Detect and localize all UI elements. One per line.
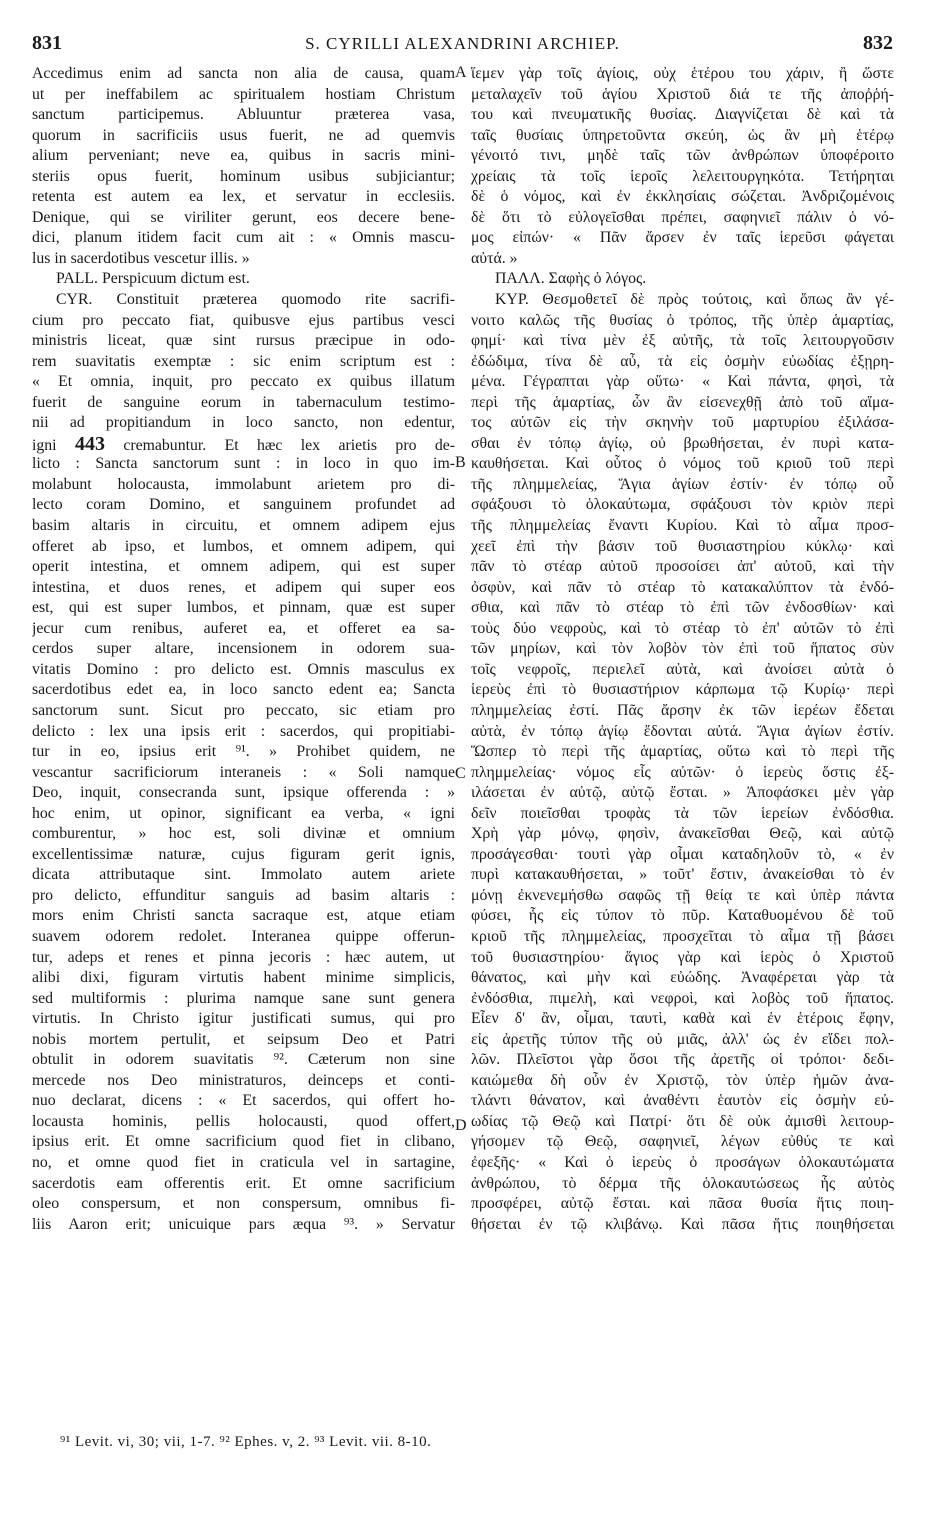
text-line: γένοιτό τινι, μηδὲ ταῖς τῶν ἀνθρώπων ὑποφέροιτο	[471, 147, 894, 165]
text-line: mercede nos Deo ministraturos, deinceps et conti-	[32, 1071, 455, 1089]
text-line: cerdos super altare, incensionem in odorem sua-	[32, 640, 455, 658]
page-header	[0, 30, 925, 60]
text-line: excellentissimæ naturæ, cujus figuram gerit ignis,	[32, 845, 455, 863]
text-line: μος εἰπών· « Πᾶν ἄρσεν ἐν ταῖς ἱερεῦσι φάγεται	[471, 229, 894, 247]
text-line: σφάξουσι τὸ ὁλοκαύτωμα, σφάξουσι τὸν κριὸν περὶ	[471, 496, 894, 514]
text-line: δὲ ὅτι τὸ εὐλογεῖσθαι πρέπει, σαφηνιεῖ πάλιν ὁ νό-	[471, 208, 894, 226]
text-line: εἰς ἀρετῆς τύπον τῆς οὐ μιᾶς, ἀλλ' ὡς ἐν εἴδει πολ-	[471, 1030, 894, 1048]
text-line: σθαι ἐν τόπῳ ἁγίῳ, οὐ βρωθήσεται, ἐν πυρὶ κατα-	[471, 434, 894, 452]
text-line: locausta hominis, pellis holocausti, quod offert,	[32, 1112, 455, 1130]
text-line: dici, planum itidem facit cum ait : « Omnis mascu-	[32, 229, 455, 247]
text-line: τοῖς νεφροῖς, περιελεῖ αὐτὰ, καὶ ἀνοίσει αὐτὰ ὁ	[471, 660, 894, 678]
text-line: ἐφεξῆς· « Καὶ ὁ ἱερεὺς ὁ προσάγων ὁλοκαυτώματα	[471, 1153, 894, 1171]
text-line: suavem odorem redolet. Interanea quippe offerun-	[32, 927, 455, 945]
text-line: mors enim Christi sancta sacraque est, atque etiam	[32, 907, 455, 925]
text-line: no, et omne quod fiet in craticula vel in sartagine,	[32, 1153, 455, 1171]
text-line: CYR. Constituit præterea quomodo rite sacrifi-	[56, 291, 455, 309]
text-line: offeret ab ipso, et lumbos, et omnem adipem, qui	[32, 537, 455, 555]
margin-letter-c: C	[455, 765, 466, 782]
text-line: νοιτο καλῶς τῆς θυσίας ὁ τρόπος, τῆς ὑπὲρ ἁμαρτίας,	[471, 311, 894, 329]
text-line: licto : Sancta sanctorum sunt : in loco in quo im-	[32, 455, 455, 473]
text-line: ministris liceat, quæ sint rursus præcipue in odo-	[32, 332, 455, 350]
text-line: ωδίας τῷ Θεῷ καὶ Πατρί· ὅτι δὲ οὐκ ἀμισθὶ λειτουρ-	[471, 1112, 894, 1130]
text-line: Ὥσπερ τὸ περὶ τῆς ἁμαρτίας, οὕτω καὶ τὸ περὶ τῆς	[471, 743, 894, 761]
text-line: nuo declarat, dicens : « Et sacerdos, qui offert ho-	[32, 1092, 455, 1110]
text-line: πᾶν τὸ στέαρ αὐτοῦ προσοίσει ἀπ' αὐτοῦ, καὶ τὴν	[471, 558, 894, 576]
text-line: του καὶ πνευματικῆς θυσίας. Διαγνίζεται δὲ καὶ τὰ	[471, 106, 894, 124]
text-line: ΠΑΛΛ. Σαφὴς ὁ λόγος.	[495, 270, 647, 288]
text-line: sacerdotibus edet ea, in loco sancto edent ea; Sancta	[32, 681, 455, 699]
text-line: ἀνθρώπου, τὸ δέρμα τῆς ὁλοκαυτώσεως ἧς αὐτὸς	[471, 1174, 894, 1192]
text-line: molabunt holocausta, immolabunt arietem pro di-	[32, 475, 455, 493]
text-line: πυρὶ κατακαυθήσεται, » τοῦτ' ἔστιν, ἀνακείσθαι τὸ ἐν	[471, 866, 894, 884]
text-line: τῆς πλημμελείας ἔναντι Κυρίου. Καὶ τὸ αἷμα προσ-	[471, 517, 894, 535]
text-line: τῶν μηρίων, καὶ τὸν λοβὸν τὸν ἐπὶ τοῦ ἥπατος σὺν	[471, 640, 894, 658]
text-line: χεεῖ ἐπὶ τὴν βάσιν τοῦ θυσιαστηρίου κύκλῳ· καὶ	[471, 537, 894, 555]
margin-letter-d: D	[455, 1117, 467, 1134]
text-line: retenta est autem ea lex, et servatur in ecclesiis.	[32, 188, 455, 206]
text-line: θάνατος, καὶ μὴν καὶ εὐώδης. Ἀναφέρεται γὰρ τὰ	[471, 969, 894, 987]
text-line: sanctorum sunt. Sicut pro peccato, sic etiam pro	[32, 701, 455, 719]
page-number-left: 831	[32, 32, 62, 54]
text-line: vitatis Domino : pro delicto est. Omnis masculus ex	[32, 660, 455, 678]
text-line: delicto : lex una ipsis erit : sacerdos, qui propitiabi-	[32, 722, 455, 740]
greek-column	[471, 64, 894, 1235]
text-line: δὲ ὁ νόμος, καὶ ἐν ἐκκλησίαις σώζεται. Ἀνδριζομένοις	[471, 188, 894, 206]
text-line: μεταλαχεῖν τοῦ ἁγίου Χριστοῦ διά τε τῆς ἀποῤῥή-	[471, 85, 894, 103]
text-line: nobis mortem pertulit, et seipsum Deo et Patri	[32, 1030, 455, 1048]
text-line: dicata attributaque sint. Immolato autem ariete	[32, 866, 455, 884]
text-line: μόνῃ ἐκνενεμήσθω σαφῶς τῇ θείᾳ τε καὶ ὑπὲρ πάντα	[471, 886, 894, 904]
text-line: καιώμεθα δὴ οὖν ἐν Χριστῷ, τὸν ὑπὲρ ἡμῶν ἀνα-	[471, 1071, 894, 1089]
text-line: sanctum participemus. Abluuntur præterea vasa,	[32, 106, 455, 124]
text-line: ἵεμεν γὰρ τοῖς ἁγίοις, οὐχ ἑτέρου του χάριν, ἢ ὥστε	[471, 65, 894, 82]
text-line: virtutis. In Christo igitur justificati sumus, qui pro	[32, 1010, 455, 1028]
text-line: μένα. Γέγραπται γὰρ οὕτω· « Καὶ πάντα, φησὶ, τὰ	[471, 373, 894, 391]
text-line: τοὺς δύο νεφροὺς, καὶ τὸ στέαρ τὸ ἐπ' αὐτῶν τὸ ἐπὶ	[471, 619, 894, 637]
text-line: πλημμελείας ἐστί. Πᾶς ἄρσην ἐκ τῶν ἱερέων ἔδεται	[471, 701, 894, 719]
text-line: comburentur, » hoc est, soli divinæ et omnium	[32, 825, 455, 843]
text-line: πλημμελείας· νόμος εἷς αὐτῶν· ὁ ἱερεὺς ὅστις ἐξ-	[471, 763, 894, 781]
text-line: alibi dixi, figuram virtutis habent minime simplicis,	[32, 969, 455, 987]
text-line: tur, adeps et renes et pinna jecoris : hæc autem, ut	[32, 948, 455, 966]
text-line: PALL. Perspicuum dictum est.	[56, 270, 250, 288]
text-line: fuerit de sanguine eorum in tabernaculum testimo-	[32, 393, 455, 411]
text-line: ΚΥΡ. Θεσμοθετεῖ δὲ πρὸς τούτοις, καὶ ὅπως ἂν γέ-	[495, 291, 894, 309]
column-number-marker: 443	[74, 433, 105, 455]
text-line: ἱερεὺς ἐπὶ τὸ θυσιαστήριον κάρπωμα τῷ Κυρίῳ· περὶ	[471, 681, 894, 699]
text-line: quorum in sacrificiis usus fuerit, ne ad quemvis	[32, 126, 455, 144]
text-line: est, qui est super lumbos, et pinnam, quæ est super	[32, 599, 455, 617]
text-line: δεῖν ποιεῖσθαι τροφὰς τὰ τῶν ἱερείων ἐνδόσθια.	[471, 804, 894, 822]
text-line: καυθήσεται. Καὶ οὗτος ὁ νόμος τοῦ κριοῦ τοῦ περὶ	[471, 455, 894, 473]
text-line: lecto coram Domino, et sanguinem profundet ad	[32, 496, 455, 514]
text-line: κριοῦ τῆς πλημμελείας, προσχεῖται τὸ αἷμα τῇ βάσει	[471, 927, 894, 945]
margin-letter-b: B	[455, 454, 466, 471]
text-line: ipsius erit. Et omne sacrificium quod fiet in clibano,	[32, 1133, 455, 1151]
text-line: σθια, καὶ πᾶν τὸ στέαρ τὸ ἐπὶ τῶν ἐνδοσθίων· καὶ	[471, 599, 894, 617]
text-line: rem suavitatis exemptæ : sic enim scriptum est :	[32, 352, 455, 370]
text-line: ταῖς θυσίαις ὑπηρετοῦντα σκεύη, ὡς ἂν μὴ ἑτέρῳ	[471, 126, 894, 144]
text-line: χρείαις τὰ τοῖς ἱεροῖς λελειτουργηκότα. Τετήρηται	[471, 167, 894, 185]
text-line: hoc enim, ut opinor, significant ea verba, « igni	[32, 804, 455, 822]
text-line: nii ad propitiandum in loco sancto, non edentur,	[32, 414, 455, 432]
page-number-right: 832	[863, 32, 893, 54]
text-line: sacerdotis eam offerentis erit. Et omne sacrificium	[32, 1174, 455, 1192]
text-line: ut per ineffabilem ac spiritualem hostiam Christum	[32, 85, 455, 103]
text-line: obtulit in odorem suavitatis ⁹². Cæterum non sine	[32, 1051, 455, 1069]
text-line: operit intestina, et omnem adipem, qui est super	[32, 558, 455, 576]
text-line: « Et omnia, inquit, pro peccato ex quibus illatum	[32, 373, 455, 391]
text-line: pro delicto, effunditur sanguis ad basim altaris :	[32, 886, 455, 904]
text-line: λῶν. Πλεῖστοι γὰρ ὅσοι τῆς ἀρετῆς οἱ τρόποι· δεδι-	[471, 1051, 894, 1069]
text-line: cium pro peccato fiat, quibusve ejus partibus vesci	[32, 311, 455, 329]
text-line: basim altaris in circuitu, et omnem adipem ejus	[32, 517, 455, 535]
text-line: liis Aaron erit; unicuique pars æqua ⁹³. » Servatur	[32, 1215, 455, 1233]
text-line: vescantur sacrificiorum interaneis : « Soli namque	[32, 763, 455, 781]
text-line: γήσομεν τῷ Θεῷ, σαφηνιεῖ, λέγων εὐθύς τε καὶ	[471, 1133, 894, 1151]
text-line: τῆς πλημμελείας, Ἅγια ἁγίων ἐστίν· ἐν τόπῳ οὗ	[471, 475, 894, 493]
margin-letter-a: A	[455, 64, 467, 81]
footnotes: ⁹¹ Levit. vi, 30; vii, 1-7. ⁹² Ephes. v, 2. ⁹³ Levit. vii. 8-10.	[60, 1434, 432, 1450]
text-line: ἐνδόσθια, πιμελὴ, καὶ νεφροὶ, καὶ λοβὸς τοῦ ἥπατος.	[471, 989, 894, 1007]
text-line: steriis opus fuerit, hominum usibus subjiciantur;	[32, 167, 455, 185]
text-line: ὀσφὺν, καὶ πᾶν τὸ στέαρ τὸ κατακαλύπτον τὰ ἐνδό-	[471, 578, 894, 596]
text-line: ἐδώδιμα, τίνα δὲ αὖ, τὰ εἰς ὀσμὴν εὐωδίας ἐξῃρη-	[471, 352, 894, 370]
text-line: Denique, qui se viriliter gerunt, eos decere bene-	[32, 208, 455, 226]
running-title: S. CYRILLI ALEXANDRINI ARCHIEP.	[305, 34, 620, 53]
text-line: jecur cum renibus, auferet ea, et offeret ea sa-	[32, 619, 455, 637]
text-line: προσφέρει, αὐτῷ ἔσται. καὶ πᾶσα θυσία ἥτις ποιη-	[471, 1195, 894, 1213]
text-line: sed multiformis : plurima namque sane sunt genera	[32, 989, 455, 1007]
text-line: oleo conspersum, et non conspersum, omnibus fi-	[32, 1195, 455, 1213]
text-line: προσάγεσθαι· τουτὶ γὰρ οἶμαι καταδηλοῦν τὸ, « ἐν	[471, 845, 894, 863]
text-line: αὐτά. »	[471, 249, 518, 267]
text-line: tur in eo, ipsius erit ⁹¹. » Prohibet quidem, ne	[32, 743, 455, 761]
text-line: θήσεται ἐν τῷ κλιβάνῳ. Καὶ πᾶσα ἥτις ποιηθήσεται	[471, 1215, 894, 1233]
text-line: φημί· καὶ τίνα μὲν ἐξ αὐτῆς, τὰ τοῖς λειτουργοῦσιν	[471, 332, 894, 350]
text-line: τοῦ θυσιαστηρίου· ἅγιος γὰρ καὶ ἱερὸς ὁ Χριστοῦ	[471, 948, 894, 966]
text-line: Εἶεν δ' ἂν, οἶμαι, ταυτὶ, καθὰ καὶ ἐν ἑτέροις ἔφην,	[471, 1010, 894, 1028]
text-line: τλάντι θάνατον, καὶ ἀναθέντι ἑαυτὸν εἰς ὀσμὴν εὐ-	[471, 1092, 894, 1110]
text-line: περὶ τῆς ἁμαρτίας, ὧν ἂν εἰσενεχθῇ ἀπὸ τοῦ αἵμα-	[471, 393, 894, 411]
latin-column	[32, 64, 455, 1235]
text-line: φύσει, ἧς εἰς τύπον τὸ πῦρ. Καταθυομένου δὲ τοῦ	[471, 907, 894, 925]
text-line: Accedimus enim ad sancta non alia de causa, quam	[32, 65, 455, 82]
text-line: alium perveniant; neve ea, quibus in sacris mini-	[32, 147, 455, 165]
text-line: intestina, et duos renes, et adipem qui super eos	[32, 578, 455, 596]
text-line: Deo, inquit, consecranda sunt, ipsique offerenda : »	[32, 784, 455, 802]
text-line: lus in sacerdotibus vescetur illis. »	[32, 249, 250, 267]
text-line: τος αὐτῶν εἰς τὴν σκηνὴν τοῦ μαρτυρίου ἐξιλάσα-	[471, 414, 894, 432]
text-line: ιλάσεται ἐν αὐτῷ, αὐτῷ ἔσται. » Ἀποφάσκει μὲν γὰρ	[471, 784, 894, 802]
text-line: igni 443 cremabuntur. Et hæc lex arietis pro de-	[32, 433, 455, 455]
text-line: αὐτὰ, ἐν τόπῳ ἁγίῳ ἔδονται αὐτά. Ἅγια ἁγίων ἐστίν.	[471, 722, 894, 740]
text-line: Χρὴ γὰρ μόνῳ, φησὶν, ἀνακεῖσθαι Θεῷ, καὶ αὐτῷ	[471, 825, 894, 843]
